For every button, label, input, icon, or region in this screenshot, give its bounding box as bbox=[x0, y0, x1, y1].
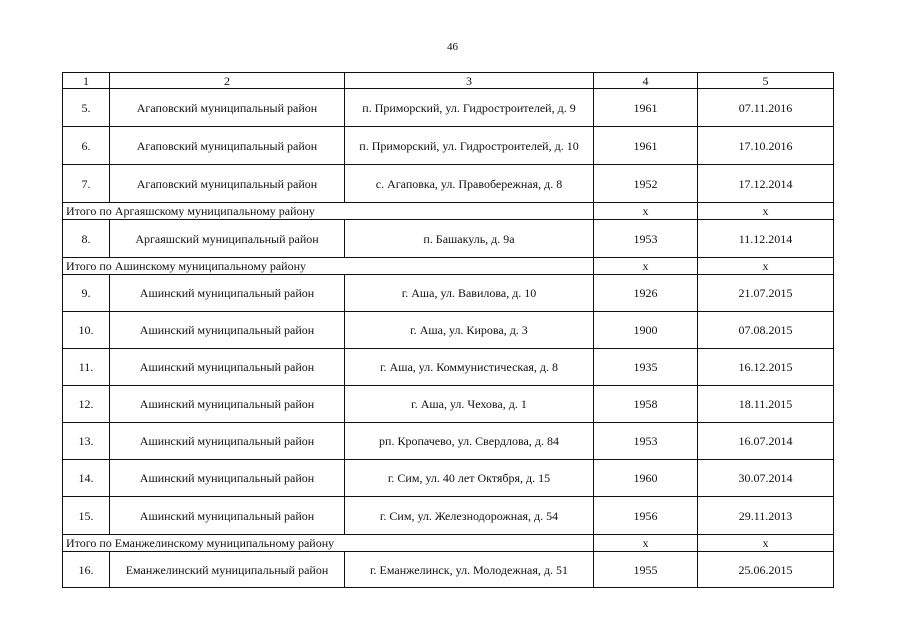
table-row bbox=[63, 497, 834, 535]
row-number: 12. bbox=[63, 386, 110, 423]
district-total-row bbox=[63, 535, 834, 552]
district-name: Ашинский муниципальный район bbox=[110, 460, 345, 497]
total-year-cell: х bbox=[594, 203, 698, 220]
district-name: Ашинский муниципальный район bbox=[110, 349, 345, 386]
table-row bbox=[63, 423, 834, 460]
total-label: Итого по Ашинскому муниципальному району bbox=[63, 258, 594, 275]
building-address: п. Приморский, ул. Гидростроителей, д. 10 bbox=[345, 127, 594, 165]
column-number-row bbox=[63, 73, 834, 89]
total-date-cell: х bbox=[698, 203, 834, 220]
row-number: 11. bbox=[63, 349, 110, 386]
district-name: Ашинский муниципальный район bbox=[110, 275, 345, 312]
construction-year: 1956 bbox=[594, 497, 698, 535]
row-number: 14. bbox=[63, 460, 110, 497]
building-address: с. Агаповка, ул. Правобережная, д. 8 bbox=[345, 165, 594, 203]
row-number: 15. bbox=[63, 497, 110, 535]
table-row bbox=[63, 386, 834, 423]
row-number: 13. bbox=[63, 423, 110, 460]
building-address: г. Сим, ул. 40 лет Октября, д. 15 bbox=[345, 460, 594, 497]
building-address: рп. Кропачево, ул. Свердлова, д. 84 bbox=[345, 423, 594, 460]
date-cell: 11.12.2014 bbox=[698, 220, 834, 258]
construction-year: 1953 bbox=[594, 423, 698, 460]
row-number: 16. bbox=[63, 552, 110, 588]
total-year-cell: х bbox=[594, 535, 698, 552]
row-number: 5. bbox=[63, 89, 110, 127]
district-total-row bbox=[63, 203, 834, 220]
total-label: Итого по Аргаяшскому муниципальному району bbox=[63, 203, 594, 220]
district-name: Ашинский муниципальный район bbox=[110, 386, 345, 423]
district-name: Ашинский муниципальный район bbox=[110, 312, 345, 349]
total-label: Итого по Еманжелинскому муниципальному району bbox=[63, 535, 594, 552]
date-cell: 16.07.2014 bbox=[698, 423, 834, 460]
building-address: г. Еманжелинск, ул. Молодежная, д. 51 bbox=[345, 552, 594, 588]
date-cell: 25.06.2015 bbox=[698, 552, 834, 588]
construction-year: 1958 bbox=[594, 386, 698, 423]
table-row bbox=[63, 165, 834, 203]
construction-year: 1952 bbox=[594, 165, 698, 203]
total-date-cell: х bbox=[698, 258, 834, 275]
column-number: 3 bbox=[345, 73, 594, 89]
district-name: Ашинский муниципальный район bbox=[110, 497, 345, 535]
district-name: Еманжелинский муниципальный район bbox=[110, 552, 345, 588]
building-address: г. Аша, ул. Чехова, д. 1 bbox=[345, 386, 594, 423]
date-cell: 16.12.2015 bbox=[698, 349, 834, 386]
date-cell: 07.08.2015 bbox=[698, 312, 834, 349]
table-row bbox=[63, 349, 834, 386]
date-cell: 18.11.2015 bbox=[698, 386, 834, 423]
row-number: 10. bbox=[63, 312, 110, 349]
construction-year: 1955 bbox=[594, 552, 698, 588]
date-cell: 21.07.2015 bbox=[698, 275, 834, 312]
date-cell: 17.10.2016 bbox=[698, 127, 834, 165]
row-number: 6. bbox=[63, 127, 110, 165]
date-cell: 07.11.2016 bbox=[698, 89, 834, 127]
row-number: 8. bbox=[63, 220, 110, 258]
district-total-row bbox=[63, 258, 834, 275]
page-number: 46 bbox=[447, 41, 458, 53]
column-number: 4 bbox=[594, 73, 698, 89]
construction-year: 1935 bbox=[594, 349, 698, 386]
column-number: 1 bbox=[63, 73, 110, 89]
table-row bbox=[63, 89, 834, 127]
total-date-cell: х bbox=[698, 535, 834, 552]
district-name: Агаповский муниципальный район bbox=[110, 127, 345, 165]
district-name: Агаповский муниципальный район bbox=[110, 89, 345, 127]
register-table bbox=[62, 72, 834, 588]
table-row bbox=[63, 127, 834, 165]
row-number: 9. bbox=[63, 275, 110, 312]
building-address: г. Аша, ул. Кирова, д. 3 bbox=[345, 312, 594, 349]
table-row bbox=[63, 460, 834, 497]
construction-year: 1961 bbox=[594, 127, 698, 165]
building-address: г. Аша, ул. Коммунистическая, д. 8 bbox=[345, 349, 594, 386]
date-cell: 29.11.2013 bbox=[698, 497, 834, 535]
table-row bbox=[63, 220, 834, 258]
construction-year: 1953 bbox=[594, 220, 698, 258]
district-name: Агаповский муниципальный район bbox=[110, 165, 345, 203]
column-number: 2 bbox=[110, 73, 345, 89]
building-address: г. Аша, ул. Вавилова, д. 10 bbox=[345, 275, 594, 312]
table-row bbox=[63, 312, 834, 349]
district-name: Ашинский муниципальный район bbox=[110, 423, 345, 460]
column-number: 5 bbox=[698, 73, 834, 89]
construction-year: 1900 bbox=[594, 312, 698, 349]
building-address: п. Приморский, ул. Гидростроителей, д. 9 bbox=[345, 89, 594, 127]
district-name: Аргаяшский муниципальный район bbox=[110, 220, 345, 258]
date-cell: 30.07.2014 bbox=[698, 460, 834, 497]
construction-year: 1961 bbox=[594, 89, 698, 127]
construction-year: 1960 bbox=[594, 460, 698, 497]
table-row bbox=[63, 275, 834, 312]
construction-year: 1926 bbox=[594, 275, 698, 312]
building-address: г. Сим, ул. Железнодорожная, д. 54 bbox=[345, 497, 594, 535]
table-row bbox=[63, 552, 834, 588]
row-number: 7. bbox=[63, 165, 110, 203]
total-year-cell: х bbox=[594, 258, 698, 275]
date-cell: 17.12.2014 bbox=[698, 165, 834, 203]
building-address: п. Башакуль, д. 9а bbox=[345, 220, 594, 258]
